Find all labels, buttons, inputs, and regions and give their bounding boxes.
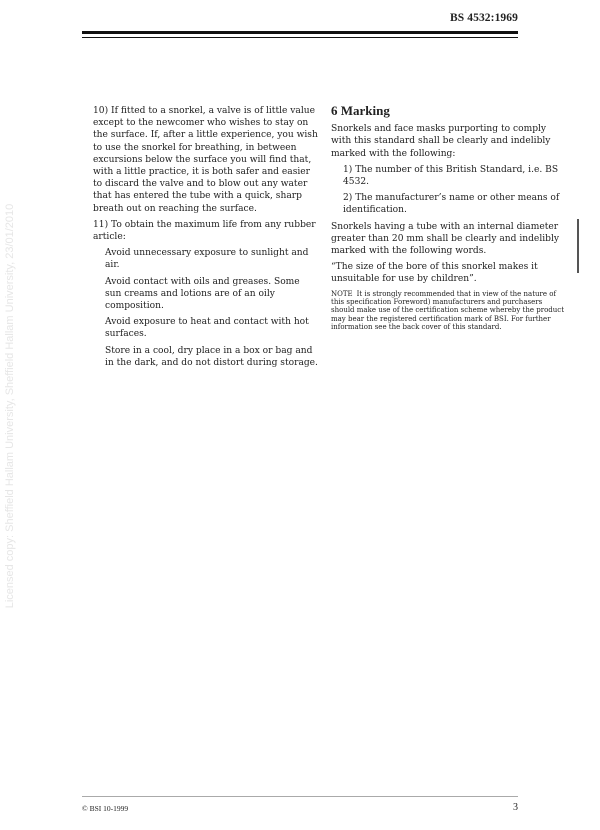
page-number: 3 [513, 802, 518, 813]
footer-rule [82, 796, 518, 797]
marking-paragraph: Snorkels having a tube with an internal diameter greater than 20 mm shall be clearly and indelibly marked with the following words. [331, 221, 560, 257]
change-bar [577, 219, 579, 273]
list-item: 2) The manufacturer’s name or other means of identification. [343, 193, 560, 216]
note-label: NOTE [331, 289, 353, 298]
section-heading: 6 Marking [331, 103, 390, 118]
right-column [331, 105, 566, 335]
list-item: 1) The number of this British Standard, i.e. BS 4532. [343, 164, 559, 188]
copyright: © BSI 10-1999 [82, 804, 129, 813]
list-item: Avoid contact with oils and greases. Some sun creams and lotions are of an oily composition. [105, 276, 300, 312]
marking-quote: “The size of the bore of this snorkel makes it unsuitable for use by children”. [331, 262, 538, 285]
paragraph-10: 10) If fitted to a snorkel, a valve is of little value except to the newcomer who wishes to stay on the surface. If, after a little experience, you wish to use the snorkel for breathing, in between excursions below the surface you will find that, with a little practice, it is both safer and easier to discard the valve and to blow out any water that has entered the tube with a quick, sharp breath out on reaching the surface. [93, 106, 318, 214]
left-column [93, 105, 318, 373]
header-rule-thick [82, 31, 518, 34]
standard-id: BS 4532:1969 [450, 12, 518, 24]
note [331, 290, 566, 331]
header-rule-thin [82, 37, 518, 38]
list-item: Store in a cool, dry place in a box or bag and in the dark, and do not distort during storage. [105, 345, 318, 368]
list-item: Avoid exposure to heat and contact with hot surfaces. [105, 317, 309, 340]
watermark: Licensed copy: Sheffield Hallam University, Sheffield Hallam University, 23/01/2010 [4, 203, 16, 609]
paragraph-11: 11) To obtain the maximum life from any rubber article: [93, 219, 316, 243]
marking-intro: Snorkels and face masks purporting to comply with this standard shall be clearly and indelibly marked with the following: [331, 124, 551, 159]
note-text: It is strongly recommended that in view of the nature of this specification Foreword) manufacturers and purchasers should make use of the certification scheme whereby the product may bear the registered certification mark of BSI. For further information see the back cover of this standard. [331, 289, 565, 331]
list-item: Avoid unnecessary exposure to sunlight and air. [105, 248, 309, 271]
